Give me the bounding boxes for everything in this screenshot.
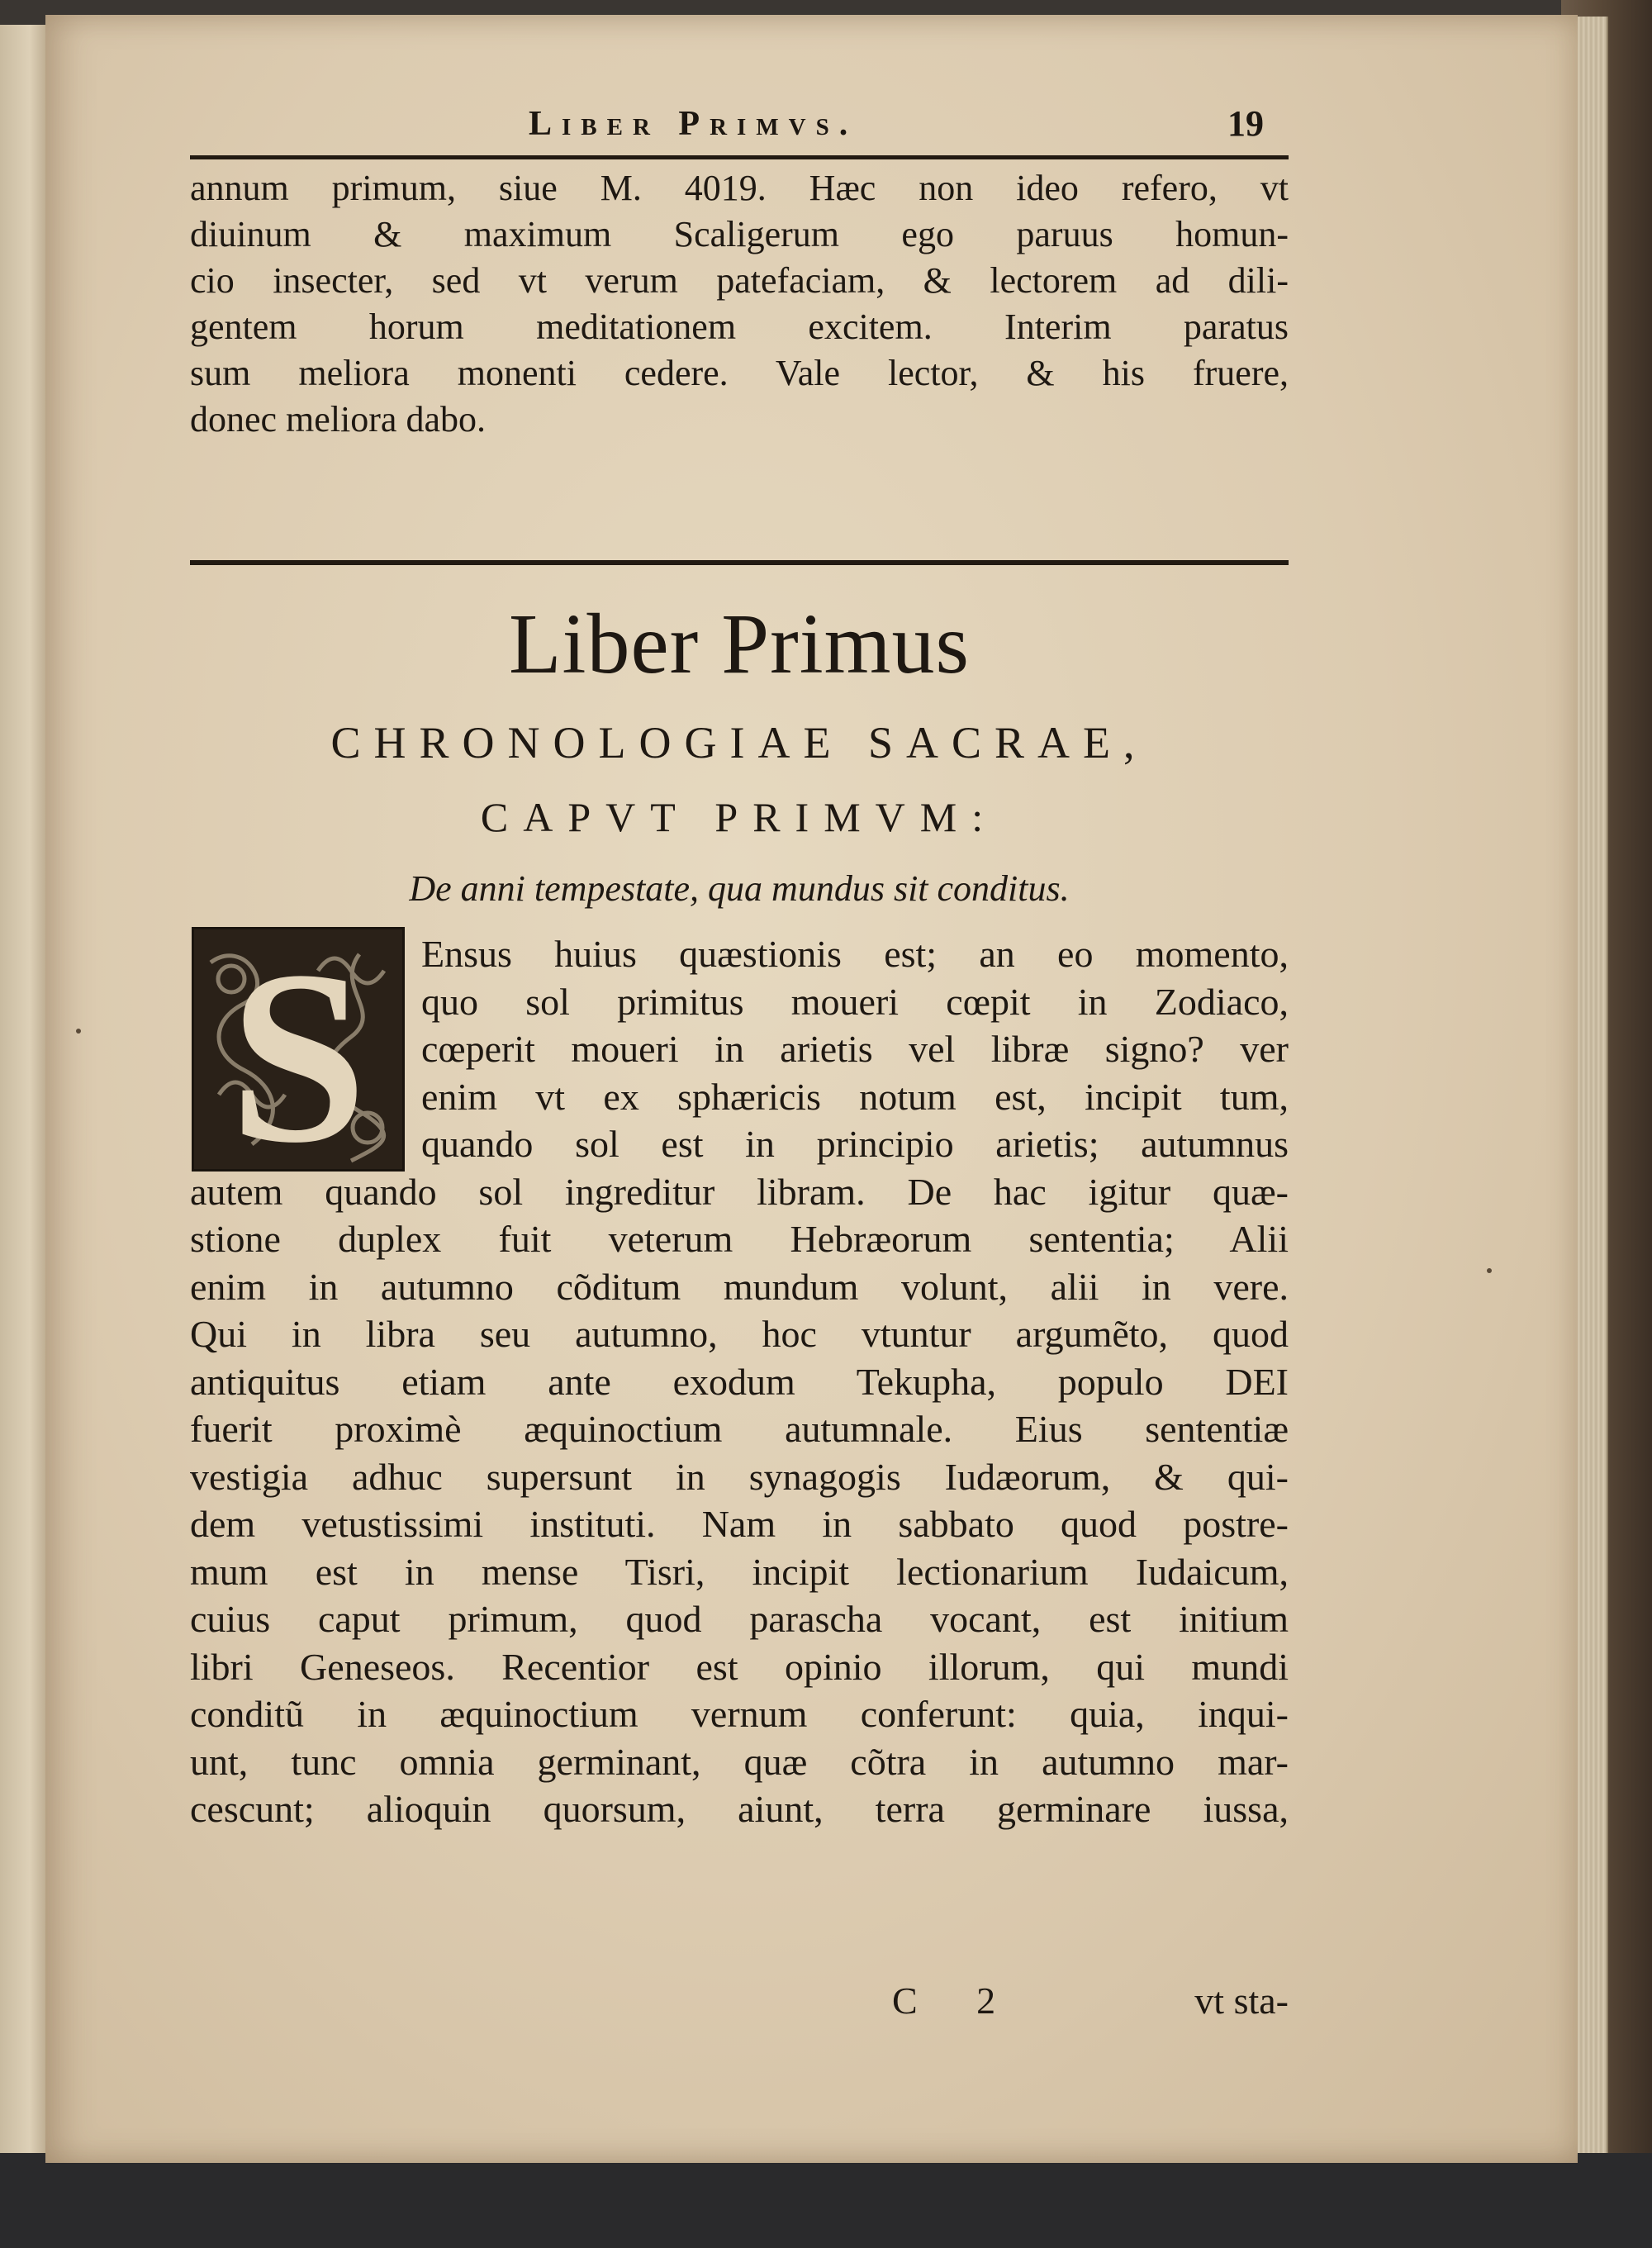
chapter-title: De anni tempestate, qua mundus sit conditus.	[409, 868, 1070, 909]
initial-letter: S	[229, 927, 368, 1172]
body-line: mum est in mense Tisri, incipit lectionarium Iudaicum,	[190, 1550, 1289, 1593]
page-number: 19	[1227, 103, 1264, 144]
body-line: fuerit proximè æquinoctium autumnale. Eius sententiæ	[190, 1408, 1289, 1450]
preface-line: donec meliora dabo.	[190, 399, 486, 440]
body-line: enim in autumno cõditum mundum volunt, alii in vere.	[190, 1265, 1289, 1308]
preface-line: gentem horum meditationem excitem. Interim paratus	[190, 307, 1289, 347]
body-line: cescunt; alioquin quorsum, aiunt, terra germinare iussa,	[190, 1788, 1289, 1830]
body-line: cuius caput primum, quod parascha vocant, est initium	[190, 1598, 1289, 1640]
book-title: Liber Primus	[509, 596, 970, 692]
body-line: antiquitus etiam ante exodum Tekupha, populo DEI	[190, 1360, 1289, 1403]
paper-speck	[1487, 1268, 1492, 1273]
catchword: vt sta-	[1194, 1979, 1289, 2022]
page-footer	[190, 1979, 1289, 2028]
body-line: libri Geneseos. Recentior est opinio illorum, qui mundi	[190, 1645, 1289, 1688]
section-rule	[190, 560, 1289, 565]
body-line: quando sol est in principio arietis; autumnus	[421, 1123, 1289, 1165]
preface-line: cio insecter, sed vt verum patefaciam, & lectorem ad dili-	[190, 260, 1289, 301]
body-line: quo sol primitus moueri cœpit in Zodiaco,	[421, 980, 1289, 1023]
paper-speck	[76, 1029, 81, 1034]
body-line: cœperit moueri in arietis vel libræ signo? ver	[421, 1028, 1289, 1070]
book-subtitle: CHRONOLOGIAE SACRAE,	[330, 718, 1148, 768]
preface-line: diuinum & maximum Scaligerum ego paruus homun-	[190, 214, 1289, 254]
signature-mark: C 2	[892, 1979, 1021, 2022]
running-head	[190, 97, 1289, 155]
body-line: vestigia adhuc supersunt in synagogis Iudæorum, & qui-	[190, 1455, 1289, 1498]
body-line: unt, tunc omnia germinant, quæ cõtra in autumno mar-	[190, 1740, 1289, 1783]
page-fore-edge	[1574, 17, 1608, 2156]
body-line: Qui in libra seu autumno, hoc vtuntur argumẽto, quod	[190, 1313, 1289, 1355]
header-rule	[190, 155, 1289, 159]
preface-paragraph	[190, 165, 1289, 443]
preface-line: sum meliora monenti cedere. Vale lector, & his fruere,	[190, 353, 1289, 393]
preface-line: annum primum, siue M. 4019. Hæc non ideo refero, vt	[190, 168, 1289, 208]
body-line: enim vt ex sphæricis notum est, incipit tum,	[421, 1075, 1289, 1118]
chapter-body	[190, 930, 1289, 1833]
body-line: stione duplex fuit veterum Hebræorum sententia; Alii	[190, 1218, 1289, 1260]
body-line: dem vetustissimi instituti. Nam in sabbato quod postre-	[190, 1503, 1289, 1545]
scan-backdrop	[0, 2153, 1652, 2248]
left-page-edge	[0, 25, 50, 2173]
body-line: conditũ in æquinoctium vernum conferunt: quia, inqui-	[190, 1693, 1289, 1735]
running-title: Liber Primvs.	[529, 105, 858, 143]
body-line: Ensus huius quæstionis est; an eo momento,	[421, 933, 1289, 975]
body-line: autem quando sol ingreditur libram. De hac igitur quæ-	[190, 1170, 1289, 1213]
chapter-label: CAPVT PRIMVM:	[480, 794, 999, 840]
